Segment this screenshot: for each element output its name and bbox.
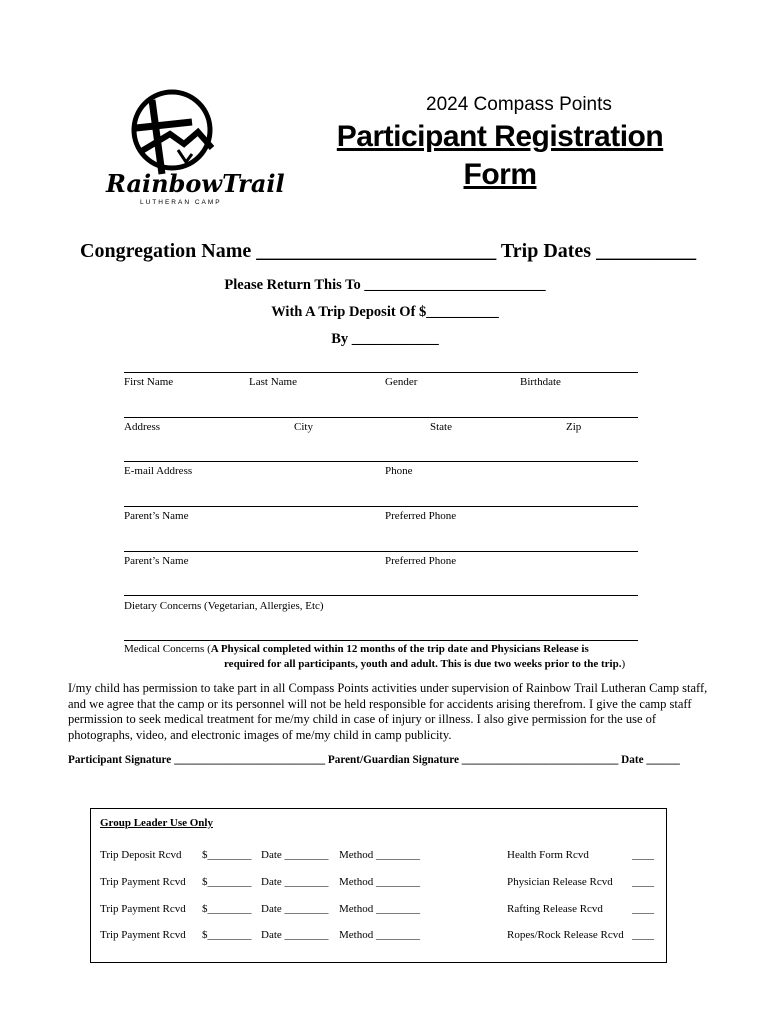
deposit-line: With A Trip Deposit Of $__________ (271, 304, 499, 320)
leader-row-date[interactable]: Date ________ (261, 849, 329, 861)
label-parent-name: Parent’s Name (124, 555, 189, 567)
label-city: City (294, 421, 313, 433)
medical-requirement: A Physical completed within 12 months of the trip date and Physicians Release is (210, 643, 589, 655)
leader-row-amount[interactable]: $________ (202, 929, 252, 941)
leader-row-check-blank[interactable]: ____ (632, 929, 654, 941)
label-first-name: First Name (124, 376, 174, 388)
field-rule[interactable] (124, 417, 638, 418)
leader-row-check-label: Ropes/Rock Release Rcvd (507, 929, 624, 941)
leader-row-check-blank[interactable]: ____ (632, 903, 654, 915)
field-rule[interactable] (124, 372, 638, 373)
label-dietary-concerns: Dietary Concerns (Vegetarian, Allergies, Etc) (124, 600, 324, 612)
label-parent-name: Parent’s Name (124, 510, 189, 522)
label-state: State (430, 421, 452, 433)
signature-line[interactable]: Participant Signature ___________________________ Parent/Guardian Signature ____________________________ Date ______ (68, 754, 680, 766)
field-rule[interactable] (124, 461, 638, 462)
leader-row-method[interactable]: Method ________ (339, 876, 420, 888)
label-zip: Zip (566, 421, 582, 433)
label-last-name: Last Name (249, 376, 297, 388)
leader-row-label: Trip Deposit Rcvd (100, 849, 182, 861)
medical-concerns-note: Medical Concerns (A Physical completed within 12 months of the trip date and Physicians Release is required for all participants, youth and adult. This is due two weeks prior to the trip.) (124, 643, 626, 670)
leader-row-date[interactable]: Date ________ (261, 903, 329, 915)
medical-requirement-cont: required for all participants, youth and adult. This is due two weeks prior to the trip. (224, 658, 622, 670)
leader-row-date[interactable]: Date ________ (261, 876, 329, 888)
logo-subtext: LUTHERAN CAMP (140, 199, 222, 206)
leader-row-label: Trip Payment Rcvd (100, 876, 186, 888)
label-gender: Gender (385, 376, 418, 388)
field-rule[interactable] (124, 551, 638, 552)
return-to-line: Please Return This To _________________________ (224, 277, 546, 293)
label-birthdate: Birthdate (520, 376, 561, 388)
permission-statement: I/my child has permission to take part in all Compass Points activities under supervision of Rainbow Trail Lutheran Camp staff, and we agree that the camp or its personnel will not be held responsible for accidents arising therefrom. I give the camp staff permission to seek medical treatment for me/my child in case of injury or illness. I also give permission for the use of photographs, video, and electronic images of me/my child in camp publicity. (68, 681, 708, 742)
field-rule[interactable] (124, 640, 638, 641)
rainbow-trail-logo (100, 82, 285, 207)
label-phone: Phone (385, 465, 413, 477)
leader-row-check-label: Rafting Release Rcvd (507, 903, 603, 915)
leader-row-method[interactable]: Method ________ (339, 849, 420, 861)
leader-row-label: Trip Payment Rcvd (100, 929, 186, 941)
field-rule[interactable] (124, 506, 638, 507)
congregation-trip-dates: Congregation Name ________________________ Trip Dates __________ (80, 240, 697, 262)
title-line-1: Participant Registration (336, 120, 664, 153)
leader-row-date[interactable]: Date ________ (261, 929, 329, 941)
leader-row-check-label: Physician Release Rcvd (507, 876, 613, 888)
leader-row-label: Trip Payment Rcvd (100, 903, 186, 915)
label-preferred-phone: Preferred Phone (385, 555, 457, 567)
label-email: E-mail Address (124, 465, 193, 477)
leader-row-method[interactable]: Method ________ (339, 903, 420, 915)
form-subtitle: 2024 Compass Points (426, 94, 612, 115)
logo-wordmark: RainbowTrail (106, 169, 285, 198)
label-medical-concerns: Medical Concerns ( (124, 643, 211, 655)
leader-row-amount[interactable]: $________ (202, 876, 252, 888)
leader-row-check-blank[interactable]: ____ (632, 876, 654, 888)
group-leader-title: Group Leader Use Only (100, 817, 213, 829)
leader-row-amount[interactable]: $________ (202, 903, 252, 915)
title-line-2: Form (463, 158, 537, 191)
leader-row-check-label: Health Form Rcvd (507, 849, 589, 861)
label-preferred-phone: Preferred Phone (385, 510, 457, 522)
label-address: Address (124, 421, 161, 433)
page-title (290, 118, 710, 194)
leader-row-method[interactable]: Method ________ (339, 929, 420, 941)
field-rule[interactable] (124, 595, 638, 596)
leader-row-amount[interactable]: $________ (202, 849, 252, 861)
leader-row-check-blank[interactable]: ____ (632, 849, 654, 861)
by-date-line: By ____________ (331, 331, 439, 347)
